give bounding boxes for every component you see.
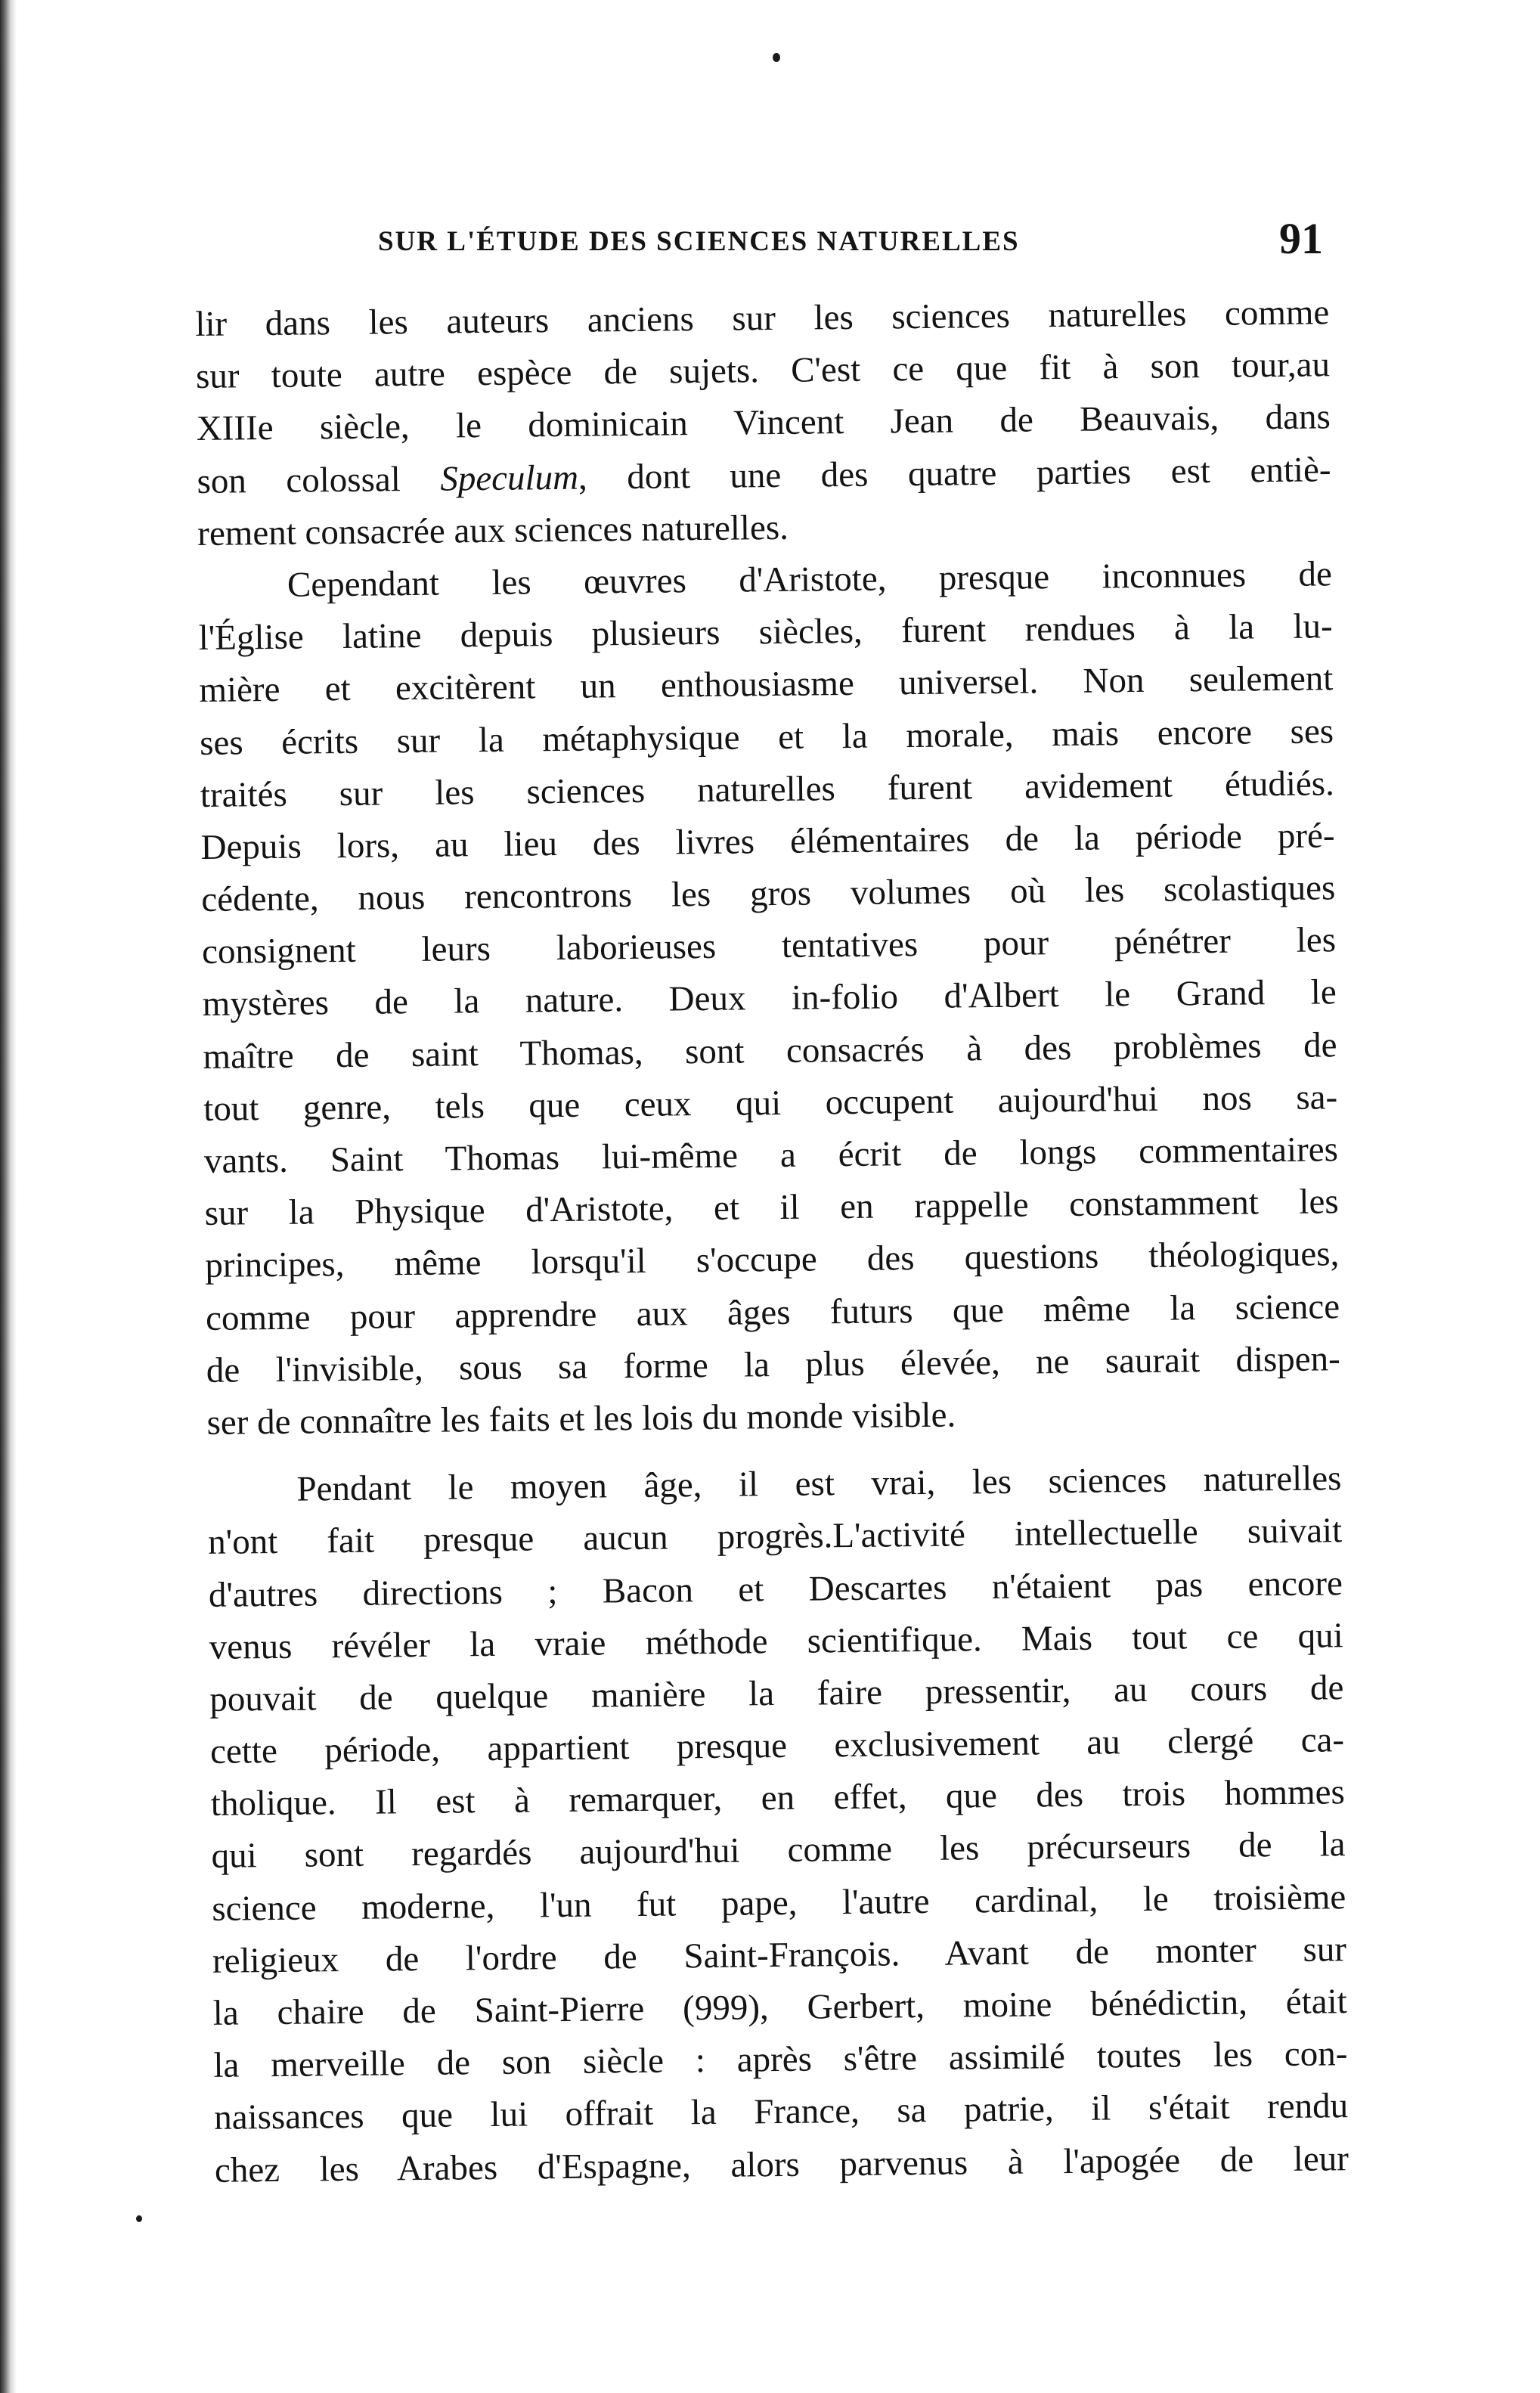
text-line: mière et excitèrent un enthousiasme universel. Non seulement: [199, 659, 1334, 711]
text-line: Cependant les œuvres d'Aristote, presque inconnues de: [287, 554, 1333, 605]
text-line: maître de saint Thomas, sont consacrés à des problèmes de: [203, 1024, 1337, 1077]
page-number: 91: [1279, 214, 1323, 263]
text-line: consignent leurs laborieuses tentatives pour pénétrer les: [201, 920, 1337, 972]
text-line: tout genre, tels que ceux qui occupent aujourd'hui nos sa-: [203, 1077, 1338, 1129]
text-line: pouvait de quelque manière la faire pressentir, au cours de: [209, 1668, 1344, 1719]
text-line: Pendant le moyen âge, il est vrai, les sciences naturelles: [296, 1458, 1342, 1509]
text-line: tholique. Il est à remarquer, en effet, que des trois hommes: [210, 1772, 1346, 1824]
ink-speck: [136, 2215, 142, 2222]
text-line: la chaire de Saint-Pierre (999), Gerbert, moine bénédictin, était: [212, 1982, 1347, 2033]
running-head: SUR L'ÉTUDE DES SCIENCES NATURELLES: [378, 226, 1020, 257]
text-line: lir dans les auteurs anciens sur les sciences naturelles comme: [195, 293, 1330, 344]
page-header: [378, 214, 1323, 265]
paragraph: [207, 1452, 1349, 2196]
text-line: n'ont fait presque aucun progrès.L'activité intellectuelle suivait: [207, 1511, 1343, 1563]
text-line: science moderne, l'un fut pape, l'autre cardinal, le troisième: [212, 1877, 1346, 1929]
text-line: de l'invisible, sous sa forme la plus élevée, ne saurait dispen-: [206, 1338, 1341, 1390]
text-line: d'autres directions ; Bacon et Descartes n'étaient pas encore: [208, 1563, 1343, 1615]
body-text: [195, 287, 1349, 2196]
text-line: comme pour apprendre aux âges futurs que même la science: [205, 1286, 1340, 1338]
text-line: rement consacrée aux sciences naturelles.: [197, 507, 789, 553]
paragraph: [198, 548, 1341, 1449]
ink-speck: [773, 53, 780, 62]
text-line: sur toute autre espèce de sujets. C'est ce que fit à son tour,au: [195, 345, 1331, 397]
paragraph: [195, 287, 1332, 560]
text-line: mystères de la nature. Deux in-folio d'Albert le Grand le: [202, 972, 1337, 1024]
text-line: naissances que lui offrait la France, sa patrie, il s'était rendu: [213, 2086, 1349, 2138]
text-line: Depuis lors, au lieu des livres élémentaires de la période pré-: [200, 816, 1335, 867]
text-line: religieux de l'ordre de Saint-François. Avant de monter sur: [212, 1929, 1347, 1981]
page-binding-edge: [0, 0, 17, 2393]
text-line: cédente, nous rencontrons les gros volumes où les scolastiques: [201, 868, 1336, 920]
text-line: venus révéler la vraie méthode scientifique. Mais tout ce qui: [209, 1615, 1343, 1667]
text-line: traités sur les sciences naturelles furent avidement étudiés.: [200, 763, 1335, 815]
text-line: XIIIe siècle, le dominicain Vincent Jean de Beauvais, dans: [196, 397, 1331, 449]
text-run: son colossal: [197, 459, 441, 501]
italic-title-speculum: Speculum: [440, 457, 579, 499]
text-line: la merveille de son siècle : après s'être assimilé toutes les con-: [213, 2034, 1348, 2086]
text-line: ser de connaître les faits et les lois du monde visible.: [206, 1395, 956, 1443]
text-line: vants. Saint Thomas lui-même a écrit de longs commentaires: [203, 1130, 1339, 1181]
text-line: ses écrits sur la métaphysique et la morale, mais encore ses: [199, 711, 1334, 763]
text-run: , dont une des quatre parties est entiè-: [578, 449, 1331, 498]
text-line: principes, même lorsqu'il s'occupe des questions théologiques,: [205, 1234, 1340, 1286]
text-line: chez les Arabes d'Espagne, alors parvenus à l'apogée de leur: [214, 2138, 1349, 2190]
text-line: l'Église latine depuis plusieurs siècles, furent rendues à la lu-: [198, 606, 1333, 659]
text-line: cette période, appartient presque exclusivement au clergé ca-: [209, 1720, 1345, 1772]
text-line: qui sont regardés aujourd'hui comme les précurseurs de la: [211, 1824, 1346, 1877]
text-line: sur la Physique d'Aristote, et il en rappelle constamment les: [204, 1182, 1339, 1234]
